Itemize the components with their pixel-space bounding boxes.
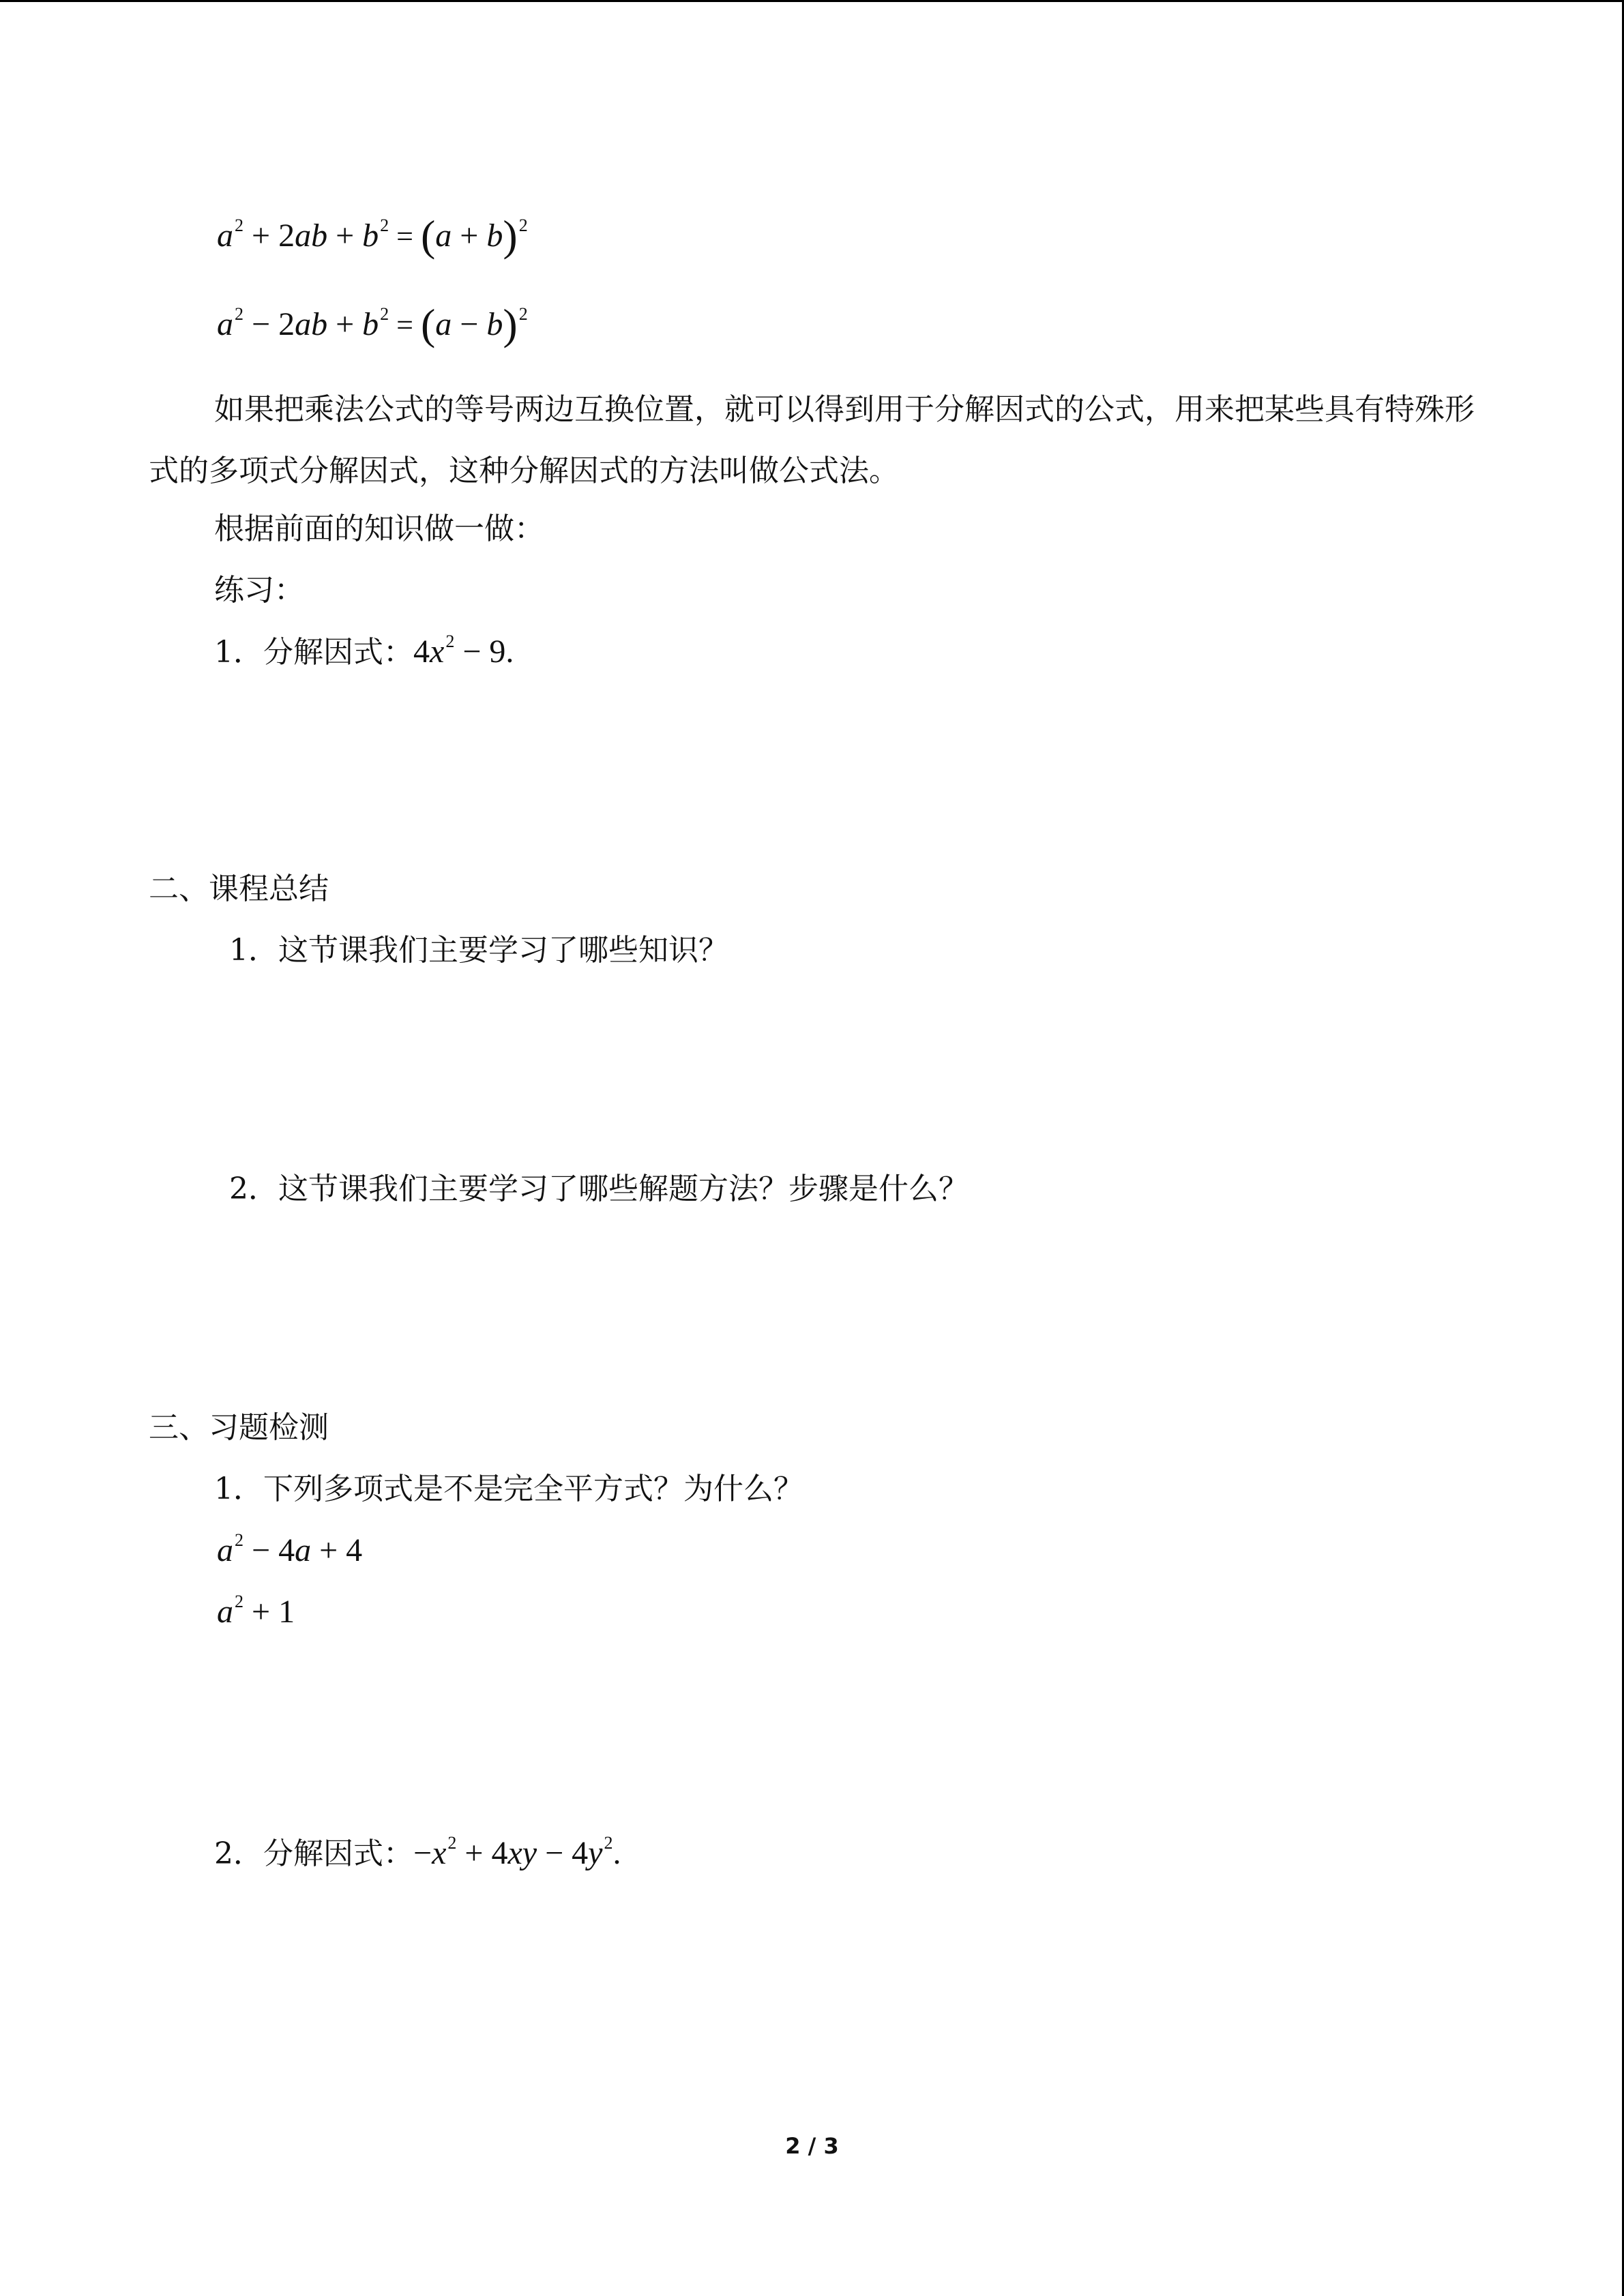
paragraph-formula-method: 如果把乘法公式的等号两边互换位置，就可以得到用于分解因式的公式，用来把某些具有特殊形式的多项式分解因式，这种分解因式的方法叫做公式法。	[149, 392, 1475, 488]
formula-square-difference: $a^2 - 2ab + b^2 = (a - b)^2$	[217, 300, 528, 348]
section-title-summary: 二、课程总结	[149, 871, 329, 906]
practice-question-1: 1．分解因式：$4x^2 - 9$.	[214, 631, 514, 670]
exercise-expression-1: $a^2 - 4a + 4$	[217, 1530, 363, 1568]
section-title-exercises: 三、习题检测	[149, 1410, 329, 1445]
summary-question-2: 2．这节课我们主要学习了哪些解题方法？步骤是什么？	[229, 1172, 969, 1206]
exercise-expression-2: $a^2 + 1$	[217, 1592, 295, 1630]
page-border-top	[0, 0, 1624, 2]
do-it-prompt: 根据前面的知识做一做：	[214, 511, 544, 546]
summary-question-1: 1．这节课我们主要学习了哪些知识？	[229, 933, 728, 968]
formula-square-sum: $a^2 + 2ab + b^2 = (a + b)^2$	[217, 211, 528, 260]
exercise-question-2: 2．分解因式：$-x^2 + 4xy - 4y^2$.	[214, 1833, 621, 1871]
exercise-question-1: 1．下列多项式是不是完全平方式？为什么？	[214, 1472, 803, 1506]
page-number: 2 / 3	[785, 2133, 839, 2159]
practice-label: 练习：	[214, 573, 304, 608]
